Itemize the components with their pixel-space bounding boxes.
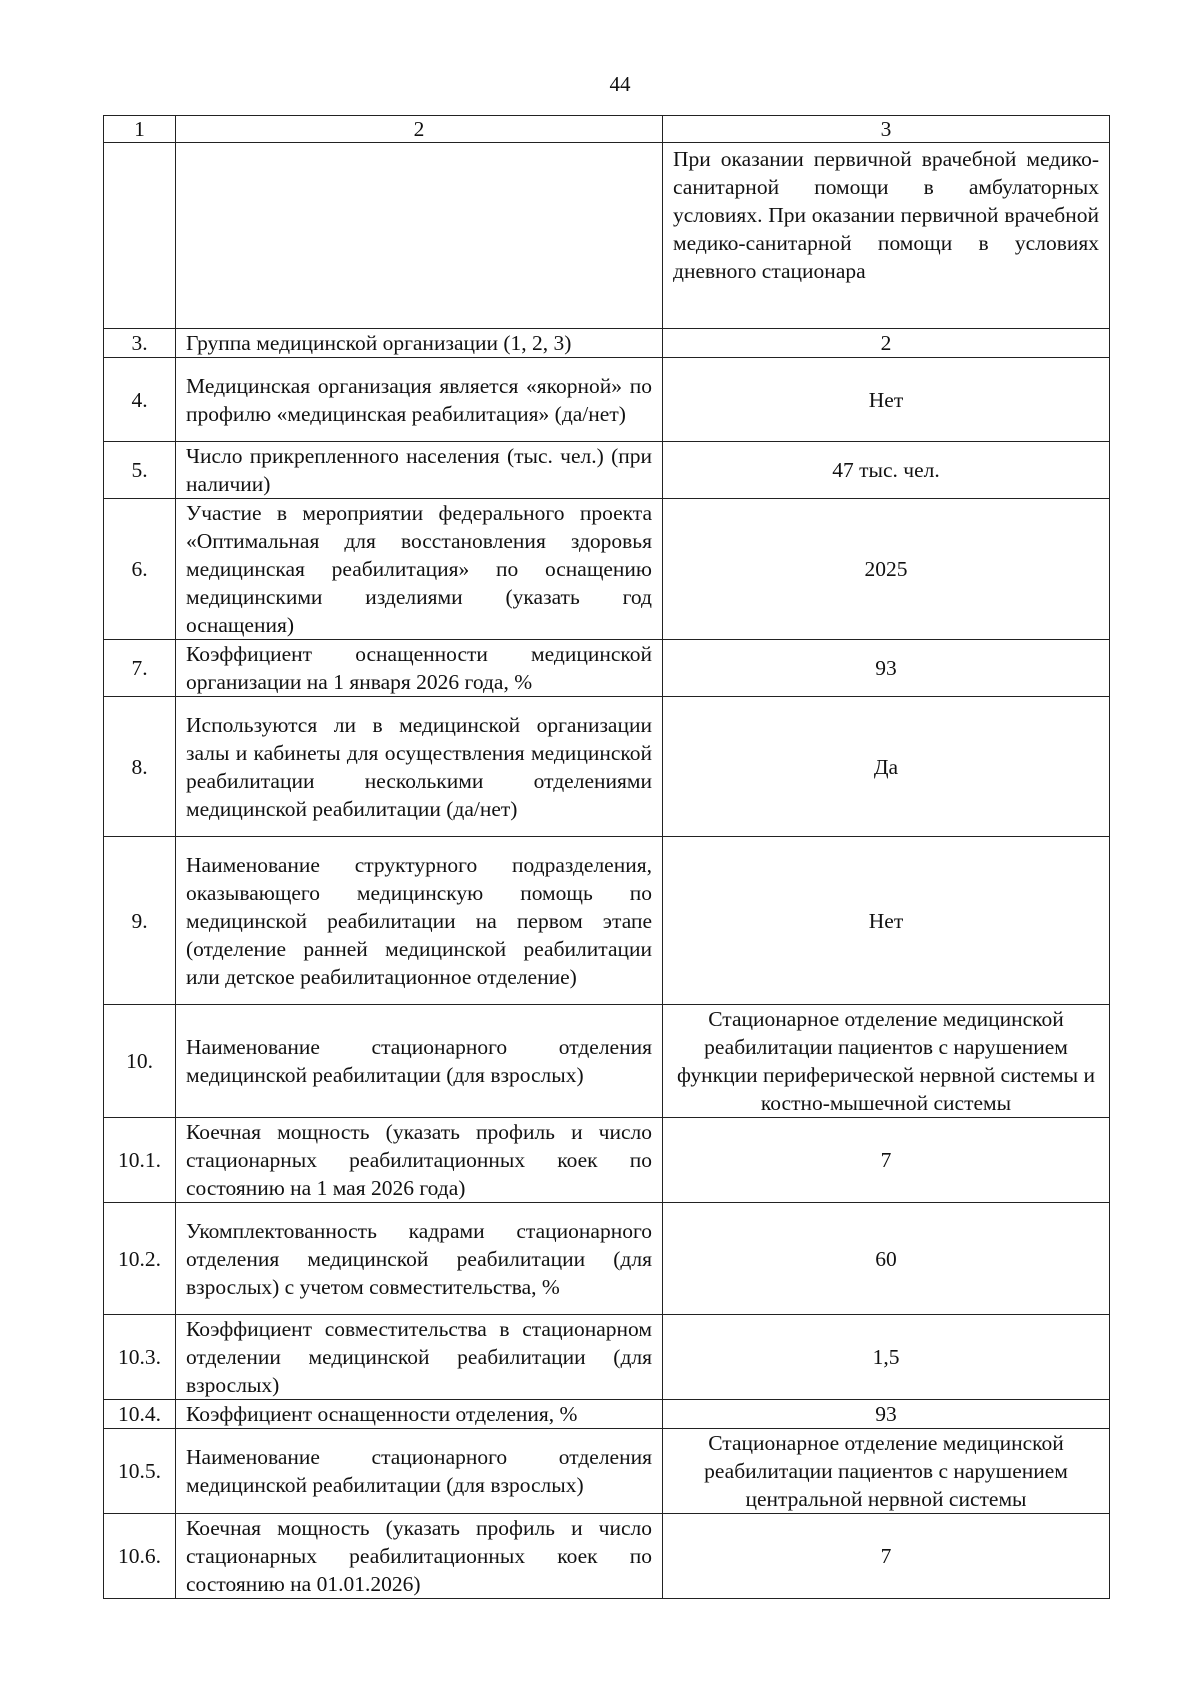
table-row xyxy=(104,1514,1110,1599)
row-label: Участие в мероприятии федерального проекта «Оптимальная для восстановления здоровья медицинская реабилитация» по оснащению медицинскими изделиями (указать год оснащения) xyxy=(176,499,663,640)
header-col-3: 3 xyxy=(663,116,1110,143)
table-row xyxy=(104,1203,1110,1315)
table-row xyxy=(104,837,1110,1005)
row-label: Используются ли в медицинской организации залы и кабинеты для осуществления медицинской реабилитации несколькими отделениями медицинской реабилитации (да/нет) xyxy=(176,697,663,837)
row-label: Группа медицинской организации (1, 2, 3) xyxy=(176,329,663,358)
page-number: 44 xyxy=(609,72,631,96)
row-value: Стационарное отделение медицинской реабилитации пациентов с нарушением функции периферической нервной системы и костно-мышечной системы xyxy=(663,1005,1110,1118)
row-value: 7 xyxy=(663,1514,1110,1599)
row-number: 10.3. xyxy=(104,1315,176,1400)
row-number: 8. xyxy=(104,697,176,837)
row-number: 10.5. xyxy=(104,1429,176,1514)
row-value: 93 xyxy=(663,640,1110,697)
table-row xyxy=(104,640,1110,697)
row-number: 10.4. xyxy=(104,1400,176,1429)
row-value: 93 xyxy=(663,1400,1110,1429)
row-number: 10.6. xyxy=(104,1514,176,1599)
row-label: Коэффициент совместительства в стационарном отделении медицинской реабилитации (для взрослых) xyxy=(176,1315,663,1400)
header-col-1: 1 xyxy=(104,116,176,143)
table-row xyxy=(104,1118,1110,1203)
table-row xyxy=(104,442,1110,499)
row-value: Нет xyxy=(663,358,1110,442)
row-number: 10.1. xyxy=(104,1118,176,1203)
row-value: Стационарное отделение медицинской реабилитации пациентов с нарушением центральной нервной системы xyxy=(663,1429,1110,1514)
table-row xyxy=(104,143,1110,329)
table-row xyxy=(104,358,1110,442)
row-label: Число прикрепленного населения (тыс. чел.) (при наличии) xyxy=(176,442,663,499)
row-label: Медицинская организация является «якорной» по профилю «медицинская реабилитация» (да/нет) xyxy=(176,358,663,442)
row-label: Коэффициент оснащенности медицинской организации на 1 января 2026 года, % xyxy=(176,640,663,697)
header-col-2: 2 xyxy=(176,116,663,143)
row-label: Наименование стационарного отделения медицинской реабилитации (для взрослых) xyxy=(176,1005,663,1118)
row-label: Наименование стационарного отделения медицинской реабилитации (для взрослых) xyxy=(176,1429,663,1514)
row-value: Нет xyxy=(663,837,1110,1005)
table-row xyxy=(104,499,1110,640)
table-row xyxy=(104,1005,1110,1118)
table-row xyxy=(104,329,1110,358)
row-value: Да xyxy=(663,697,1110,837)
row-value: 1,5 xyxy=(663,1315,1110,1400)
row-number: 10.2. xyxy=(104,1203,176,1315)
row-number: 7. xyxy=(104,640,176,697)
row-label: Коэффициент оснащенности отделения, % xyxy=(176,1400,663,1429)
row-value: 2025 xyxy=(663,499,1110,640)
row-number: 4. xyxy=(104,358,176,442)
row-number: 5. xyxy=(104,442,176,499)
row-number: 6. xyxy=(104,499,176,640)
row-label: Наименование структурного подразделения, оказывающего медицинскую помощь по медицинской реабилитации на первом этапе (отделение ранней медицинской реабилитации или детское реабилитационное отделение) xyxy=(176,837,663,1005)
table-row xyxy=(104,1429,1110,1514)
row-label: Укомплектованность кадрами стационарного отделения медицинской реабилитации (для взрослых) с учетом совместительства, % xyxy=(176,1203,663,1315)
row-number: 3. xyxy=(104,329,176,358)
row-value: 60 xyxy=(663,1203,1110,1315)
table-row xyxy=(104,697,1110,837)
data-table xyxy=(103,115,1110,1599)
table-header-row xyxy=(104,116,1110,143)
row-value: 7 xyxy=(663,1118,1110,1203)
table-row xyxy=(104,1400,1110,1429)
row-number: 10. xyxy=(104,1005,176,1118)
row-value: 2 xyxy=(663,329,1110,358)
table-row xyxy=(104,1315,1110,1400)
row-value: При оказании первичной врачебной медико-санитарной помощи в амбулаторных условиях. При оказании первичной врачебной медико-санитарной помощи в условиях дневного стационара xyxy=(663,143,1110,329)
row-label xyxy=(176,143,663,329)
row-value: 47 тыс. чел. xyxy=(663,442,1110,499)
row-number xyxy=(104,143,176,329)
row-label: Коечная мощность (указать профиль и число стационарных реабилитационных коек по состоянию на 1 мая 2026 года) xyxy=(176,1118,663,1203)
row-number: 9. xyxy=(104,837,176,1005)
row-label: Коечная мощность (указать профиль и число стационарных реабилитационных коек по состоянию на 01.01.2026) xyxy=(176,1514,663,1599)
